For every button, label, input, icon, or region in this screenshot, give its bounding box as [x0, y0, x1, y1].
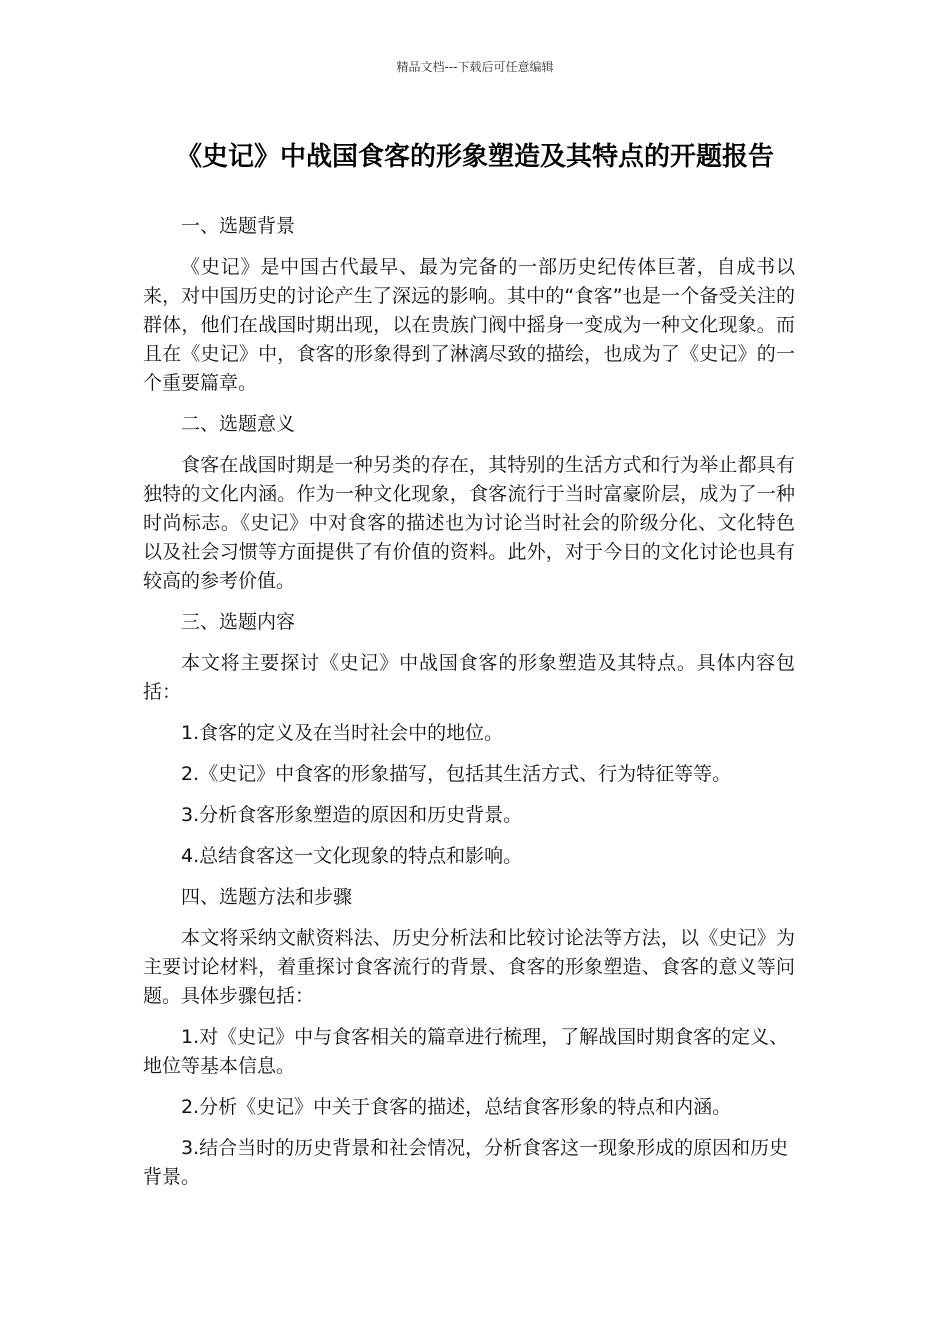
list-item: 2.《史记》中食客的形象描写，包括其生活方式、行为特征等等。 — [181, 763, 732, 785]
page-header-note: 精品文档---下载后可任意编辑 — [396, 60, 554, 74]
document-body — [143, 212, 795, 1204]
section-heading-significance: 二、选题意义 — [181, 413, 296, 435]
list-item: 1.食客的定义及在当时社会中的地位。 — [181, 722, 504, 744]
section-paragraph-method: 本文将采纳文献资料法、历史分析法和比较讨论法等方法，以《史记》为主要讨论材料，着重探讨食客流行的背景、食客的形象塑造、食客的意义等问题。具体步骤包括： — [143, 927, 795, 1007]
section-heading-content: 三、选题内容 — [181, 611, 296, 633]
list-item: 4.总结食客这一文化现象的特点和影响。 — [181, 845, 523, 867]
list-item: 3.分析食客形象塑造的原因和历史背景。 — [181, 804, 523, 826]
section-paragraph-background: 《史记》是中国古代最早、最为完备的一部历史纪传体巨著，自成书以来，对中国历史的讨论产生了深远的影响。其中的“食客”也是一个备受关注的群体，他们在战国时期出现，以在贵族门阀中摇身一变成为一种文化现象。而且在《史记》中，食客的形象得到了淋漓尽致的描绘，也成为了《史记》的一个重要篇章。 — [143, 256, 795, 394]
list-item: 3.结合当时的历史背景和社会情况，分析食客这一现象形成的原因和历史背景。 — [143, 1137, 789, 1188]
list-item: 1.对《史记》中与食客相关的篇章进行梳理，了解战国时期食客的定义、地位等基本信息。 — [143, 1026, 789, 1077]
document-title: 《史记》中战国食客的形象塑造及其特点的开题报告 — [175, 142, 774, 172]
section-heading-method: 四、选题方法和步骤 — [181, 886, 353, 908]
list-item: 2.分析《史记》中关于食客的描述，总结食客形象的特点和内涵。 — [181, 1096, 732, 1118]
section-paragraph-content: 本文将主要探讨《史记》中战国食客的形象塑造及其特点。具体内容包括： — [143, 652, 795, 703]
section-heading-background: 一、选题背景 — [181, 215, 296, 237]
section-paragraph-significance: 食客在战国时期是一种另类的存在，其特别的生活方式和行为举止都具有独特的文化内涵。作为一种文化现象，食客流行于当时富豪阶层，成为了一种时尚标志。《史记》中对食客的描述也为讨论当时社会的阶级分化、文化特色以及社会习惯等方面提供了有价值的资料。此外，对于今日的文化讨论也具有较高的参考价值。 — [143, 454, 795, 592]
